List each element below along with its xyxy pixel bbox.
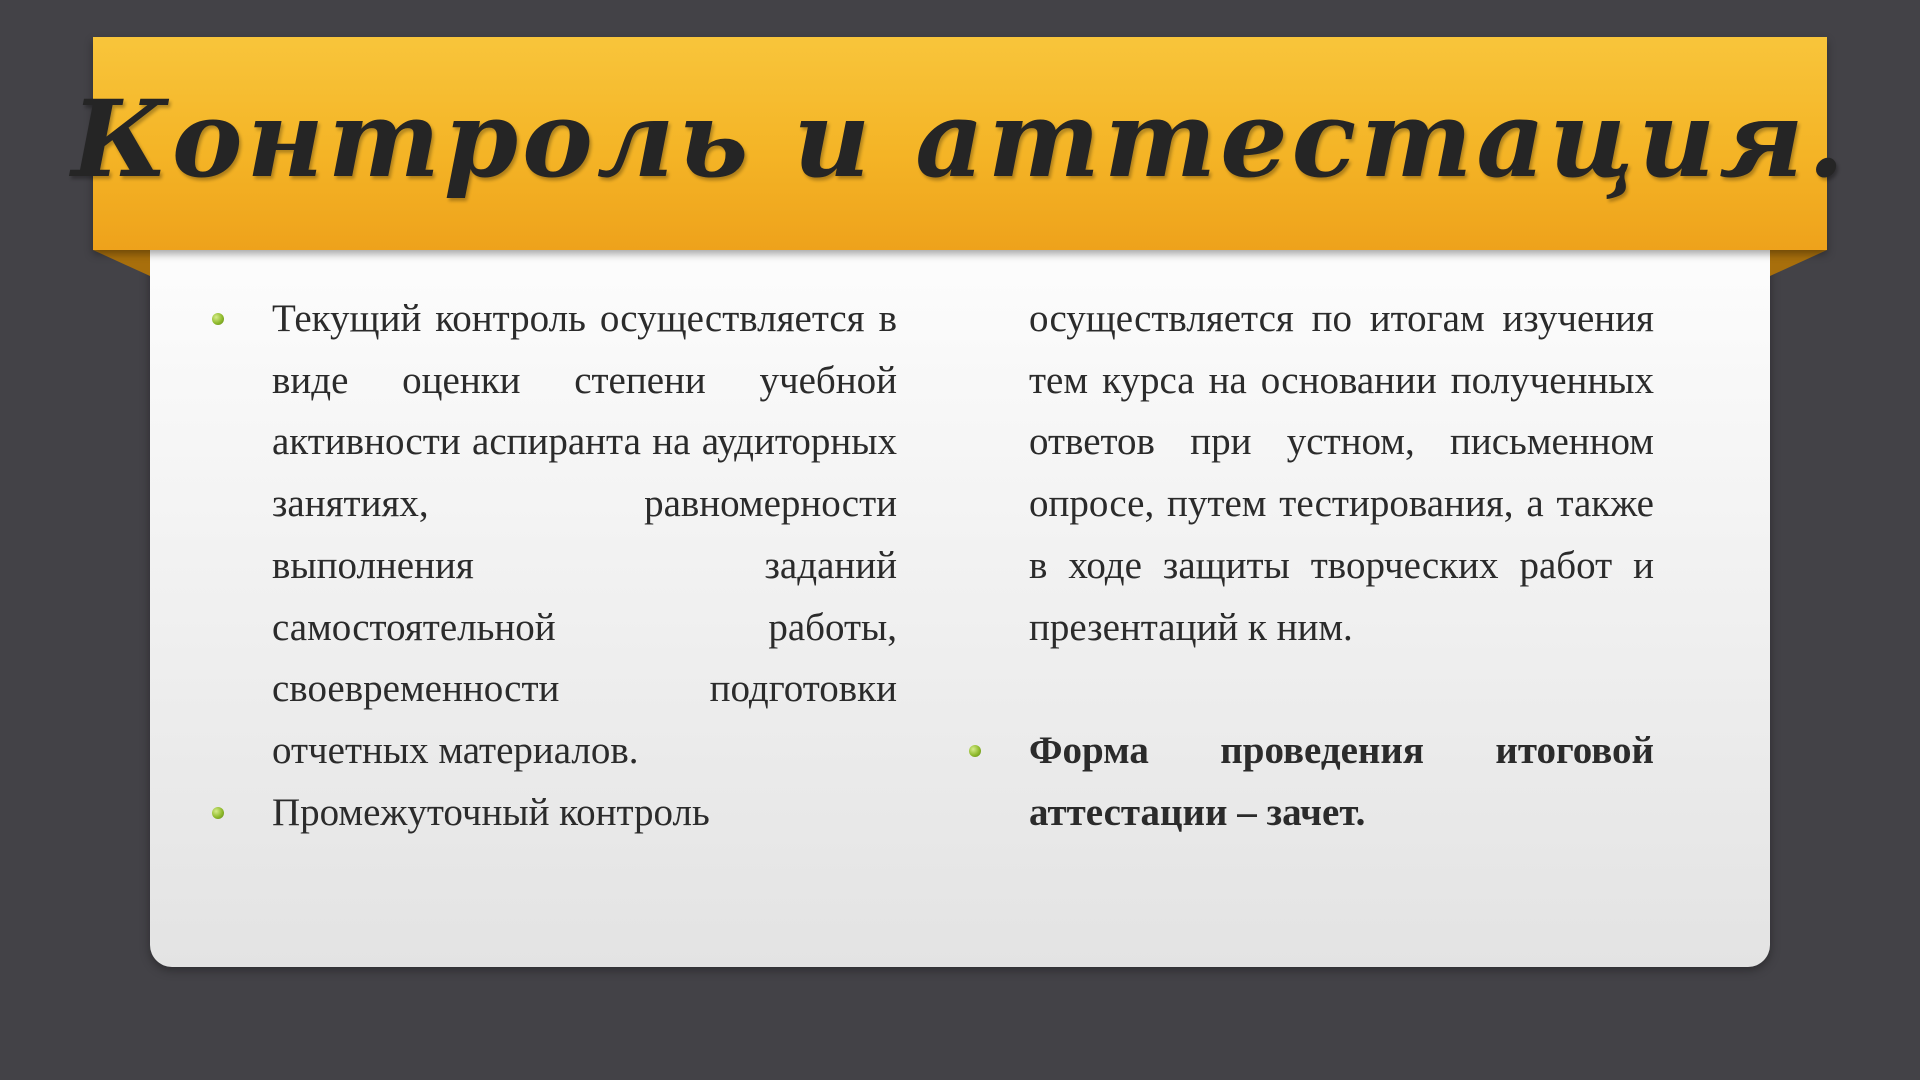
- bullet-dot-icon: [212, 807, 224, 819]
- bullet-item-current-control: [272, 288, 897, 782]
- bullet-item-intermediate-control: [272, 782, 897, 844]
- bullet-item-final-attestation: [1029, 720, 1654, 843]
- bullet-dot-icon: [969, 745, 981, 757]
- right-column: [1029, 288, 1654, 843]
- left-column: [272, 288, 897, 843]
- paragraph-spacer: [1029, 658, 1654, 720]
- banner-fold-right: [1770, 250, 1827, 276]
- bullet-text: Текущий контроль осуществляется в виде оценки степени учебной активности аспиранта на аудиторных занятиях, равномерности выполнения заданий самостоятельной работы, своевременности подготовки отчетных материалов.: [272, 297, 897, 772]
- continuation-paragraph: осуществляется по итогам изучения тем курса на основании полученных ответов при устном, письменном опросе, путем тестирования, а также в ходе защиты творческих работ и презентаций к ним.: [1029, 297, 1654, 649]
- title-banner: [71, 37, 1849, 250]
- banner-fold-left: [93, 250, 150, 276]
- bullet-text: Промежуточный контроль: [272, 790, 710, 834]
- slide-title: Контроль и аттестация.: [71, 76, 1849, 201]
- bullet-dot-icon: [212, 313, 224, 325]
- bullet-text: Форма проведения итоговой аттестации – зачет.: [1029, 728, 1654, 834]
